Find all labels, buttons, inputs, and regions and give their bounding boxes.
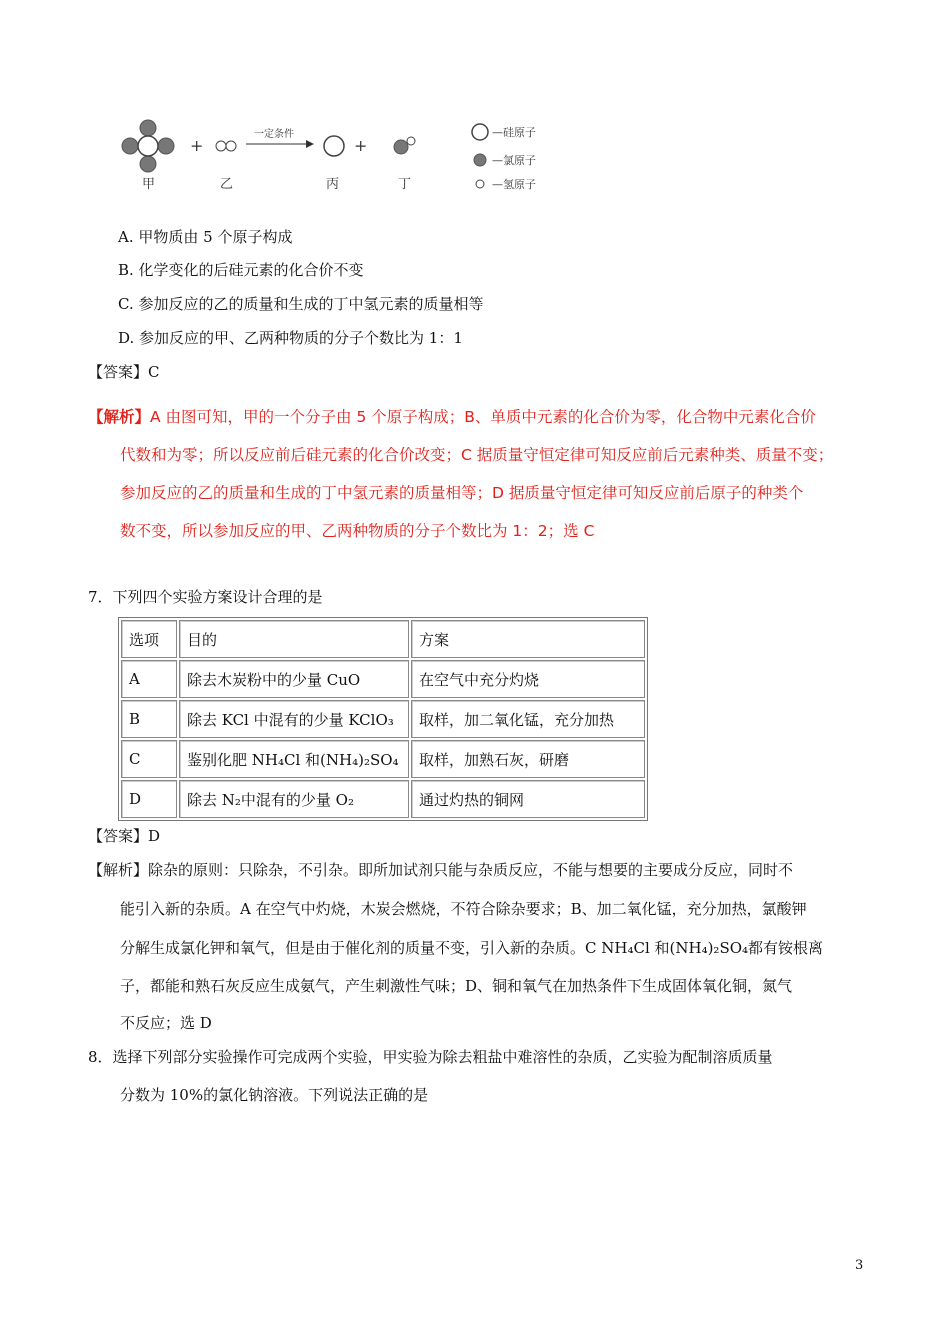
table-cell: 在空气中充分灼烧 [411, 660, 645, 698]
label-ding: 丁 [398, 177, 412, 192]
q6-answer: 【答案】C [88, 363, 160, 381]
molecule-ding [394, 137, 415, 154]
molecule-jia [122, 120, 174, 172]
table-row [121, 740, 645, 778]
table-cell: B [121, 700, 177, 738]
q7-analysis-line-5: 不反应；选 D [120, 1014, 212, 1032]
q7-answer: 【答案】D [88, 827, 161, 845]
reaction-diagram [110, 108, 570, 198]
molecule-bing [324, 136, 344, 156]
q6-option-c: C. 参加反应的乙的质量和生成的丁中氢元素的质量相等 [118, 295, 484, 313]
table-header-cell: 选项 [121, 620, 177, 658]
table-cell: C [121, 740, 177, 778]
q6-analysis-label: 【解析】 [88, 408, 151, 426]
table-header-row [121, 620, 645, 658]
label-jia: 甲 [142, 177, 156, 192]
reaction-arrow [246, 140, 314, 148]
legend [472, 124, 536, 191]
table-row [121, 660, 645, 698]
q7-analysis-line-4: 子，都能和熟石灰反应生成氨气，产生刺激性气味；D、铜和氧气在加热条件下生成固体氧化铜，氮气 [120, 977, 793, 995]
q8-stem-line-2: 分数为 10%的氯化钠溶液。下列说法正确的是 [120, 1086, 429, 1104]
table-cell: 除去 KCl 中混有的少量 KClO₃ [179, 700, 409, 738]
q7-analysis-line-1: 【解析】除杂的原则：只除杂，不引杂。即所加试剂只能与杂质反应，不能与想要的主要成分反应，同时不 [88, 861, 794, 879]
q6-analysis-line-4: 数不变，所以参加反应的甲、乙两种物质的分子个数比为 1：2；选 C [120, 522, 595, 540]
table-cell: 除去 N₂中混有的少量 O₂ [179, 780, 409, 818]
table-cell: A [121, 660, 177, 698]
q6-option-a: A. 甲物质由 5 个原子构成 [118, 228, 293, 246]
q7-analysis-line-2: 能引入新的杂质。A 在空气中灼烧，木炭会燃烧，不符合除杂要求；B、加二氧化锰，充分加热，氯酸钾 [120, 900, 807, 918]
table-header-cell: 方案 [411, 620, 645, 658]
table-cell: 通过灼热的铜网 [411, 780, 645, 818]
table-cell: D [121, 780, 177, 818]
table-cell: 取样，加熟石灰，研磨 [411, 740, 645, 778]
legend-si-label: —硅原子 [492, 126, 536, 139]
table-header-cell: 目的 [179, 620, 409, 658]
table-cell: 鉴别化肥 NH₄Cl 和(NH₄)₂SO₄ [179, 740, 409, 778]
table-cell: 除去木炭粉中的少量 CuO [179, 660, 409, 698]
legend-h-label: —氢原子 [492, 178, 536, 191]
reaction-condition: 一定条件 [254, 129, 294, 140]
legend-cl-label: —氯原子 [492, 154, 536, 167]
q6-analysis-line-3: 参加反应的乙的质量和生成的丁中氢元素的质量相等；D 据质量守恒定律可知反应前后原子的种类个 [120, 484, 804, 502]
label-yi: 乙 [220, 177, 234, 192]
q7-table [118, 617, 648, 821]
table-row [121, 780, 645, 818]
q6-analysis-line-2: 代数和为零；所以反应前后硅元素的化合价改变；C 据质量守恒定律可知反应前后元素种类、质量不变； [120, 446, 834, 464]
svg-text:+: + [190, 136, 204, 155]
page-number: 3 [855, 1258, 864, 1273]
q6-analysis-line-1: 【解析】A 由图可知，甲的一个分子由 5 个原子构成；B、单质中元素的化合价为零，化合物中元素化合价 [88, 408, 816, 426]
q8-stem-line-1: 8．选择下列部分实验操作可完成两个实验，甲实验为除去粗盐中难溶性的杂质，乙实验为配制溶质质量 [88, 1048, 773, 1066]
q7-analysis-line-3: 分解生成氯化钾和氧气，但是由于催化剂的质量不变，引入新的杂质。C NH₄Cl 和(NH₄)₂SO₄都有铵根离 [120, 939, 824, 957]
label-bing: 丙 [326, 177, 340, 192]
q7-stem: 7．下列四个实验方案设计合理的是 [88, 588, 323, 606]
q6-option-d: D. 参加反应的甲、乙两种物质的分子个数比为 1：1 [118, 329, 463, 347]
table-row [121, 700, 645, 738]
molecule-yi [216, 141, 236, 151]
svg-text:+: + [354, 136, 368, 155]
q6-option-b: B. 化学变化的后硅元素的化合价不变 [118, 261, 364, 279]
table-cell: 取样，加二氧化锰，充分加热 [411, 700, 645, 738]
